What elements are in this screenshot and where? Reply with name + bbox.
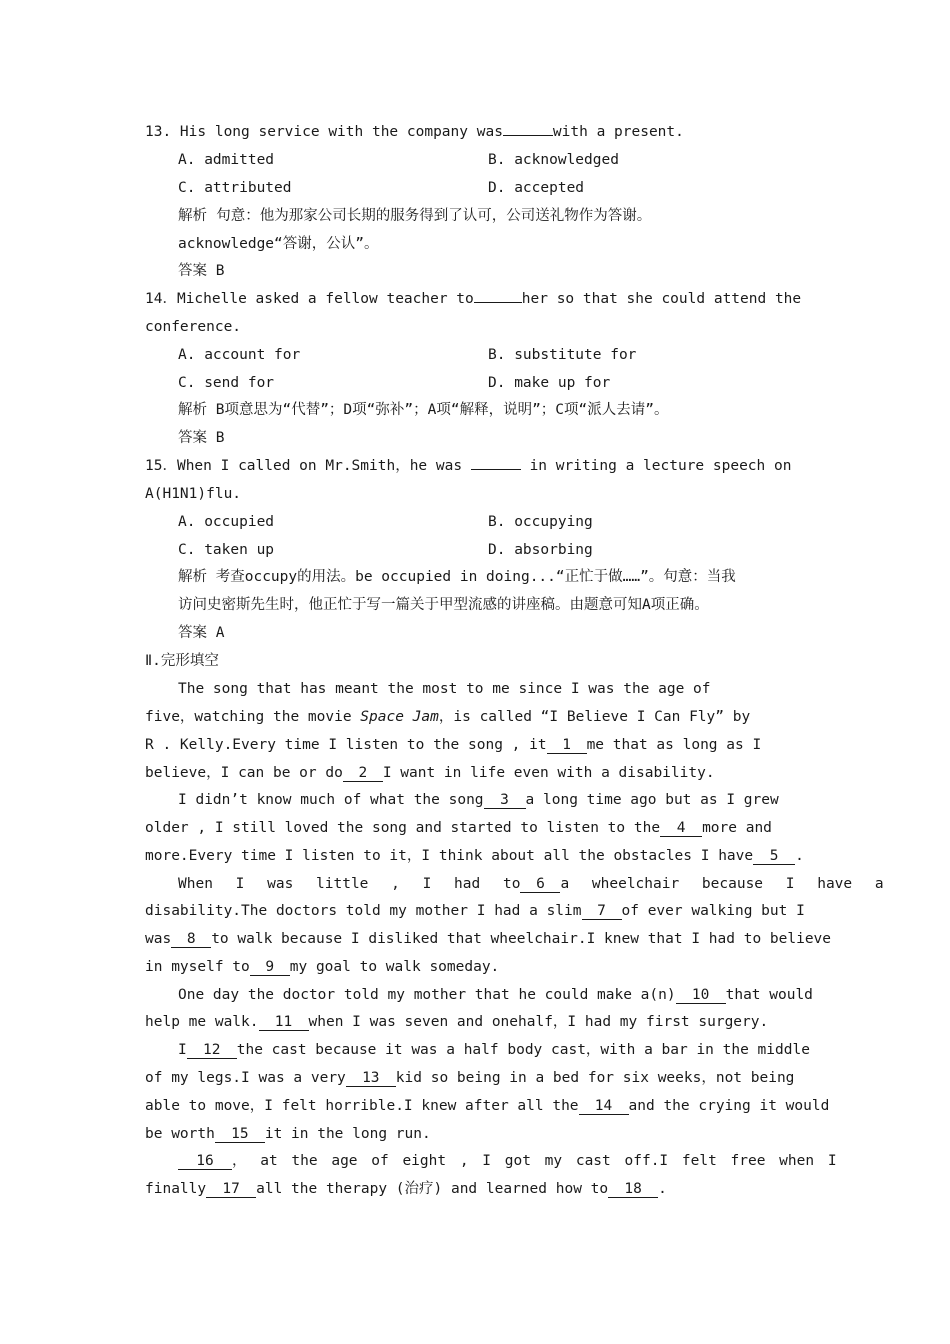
passage-line: finally 17 all the therapy (治疗) and learned how to 18 .	[145, 1181, 667, 1197]
option-b: B. substitute for	[488, 347, 637, 363]
blank	[474, 302, 522, 303]
blank	[471, 469, 521, 470]
option-a: A. occupied	[178, 514, 275, 530]
blank-17: 17	[206, 1181, 256, 1198]
blank-11: 11	[259, 1014, 309, 1031]
question-13-options-row1	[178, 151, 818, 169]
passage-line: more.Every time I listen to it，I think about all the obstacles I have 5 .	[145, 848, 804, 864]
question-14-options-row1	[178, 346, 818, 364]
passage-line: When I was little , I had to 6 a wheelchair because I have a	[178, 876, 884, 892]
question-13-answer: 答案 B	[178, 263, 225, 279]
blank-14: 14	[579, 1098, 629, 1115]
blank-18: 18	[608, 1181, 658, 1198]
question-13-stem: 13. His long service with the company was with a present.	[145, 124, 684, 140]
option-d: D. make up for	[488, 375, 611, 391]
section-title: Ⅱ.完形填空	[145, 653, 219, 669]
passage-line: able to move，I felt horrible.I knew after all the 14 and the crying it would	[145, 1098, 830, 1114]
passage-line: The song that has meant the most to me since I was the age of	[178, 681, 711, 697]
blank-9: 9	[250, 959, 290, 976]
question-15-options-row1	[178, 513, 818, 531]
question-15-analysis-cont: 访问史密斯先生时，他正忙于写一篇关于甲型流感的讲座稿。由题意可知A项正确。	[178, 597, 709, 613]
blank-13: 13	[346, 1070, 396, 1087]
passage-line: in myself to 9 my goal to walk someday.	[145, 959, 500, 975]
passage-line: disability.The doctors told my mother I had a slim 7 of ever walking but I	[145, 903, 805, 919]
blank-16: 16	[178, 1153, 232, 1170]
option-b: B. acknowledged	[488, 152, 619, 168]
option-c: C. taken up	[178, 542, 275, 558]
question-15-analysis: 解析 考查occupy的用法。be occupied in doing...“正忙于做……”。句意：当我	[178, 569, 736, 585]
passage-line: was 8 to walk because I disliked that wheelchair.I knew that I had to believe	[145, 931, 832, 947]
question-14-options-row2	[178, 374, 818, 392]
blank-8: 8	[171, 931, 211, 948]
blank-7: 7	[582, 903, 622, 920]
passage-line: five，watching the movie Space Jam，is called “I Believe I Can Fly” by	[145, 709, 751, 725]
passage-line: of my legs.I was a very 13 kid so being in a bed for six weeks，not being	[145, 1070, 795, 1086]
passage-line: I didn’t know much of what the song 3 a long time ago but as I grew	[178, 792, 779, 808]
passage-line: One day the doctor told my mother that he could make a(n) 10 that would	[178, 987, 813, 1003]
blank-5: 5	[753, 848, 795, 865]
blank-15: 15	[215, 1126, 265, 1143]
option-c: C. attributed	[178, 180, 292, 196]
question-15-stem-cont: A(H1N1)flu.	[145, 486, 242, 502]
question-15-answer: 答案 A	[178, 625, 225, 641]
blank-4: 4	[660, 820, 702, 837]
blank-6: 6	[520, 876, 560, 893]
question-14-stem-cont: conference.	[145, 319, 242, 335]
question-14-analysis: 解析 B项意思为“代替”；D项“弥补”；A项“解释，说明”；C项“派人去请”。	[178, 402, 669, 418]
option-d: D. absorbing	[488, 542, 593, 558]
option-a: A. admitted	[178, 152, 275, 168]
question-13-analysis-cont: acknowledge“答谢，公认”。	[178, 236, 379, 252]
question-14-stem: 14．Michelle asked a fellow teacher to her so that she could attend the	[145, 291, 802, 307]
question-14-answer: 答案 B	[178, 430, 225, 446]
passage-line: I 12 the cast because it was a half body cast，with a bar in the middle	[178, 1042, 810, 1058]
passage-line: be worth 15 it in the long run.	[145, 1126, 431, 1142]
passage-line: believe，I can be or do 2 I want in life even with a disability.	[145, 765, 715, 781]
passage-line: R . Kelly.Every time I listen to the song , it 1 me that as long as I	[145, 737, 762, 753]
blank-1: 1	[547, 737, 587, 754]
passage-line: help me walk. 11 when I was seven and onehalf，I had my first surgery.	[145, 1014, 769, 1030]
passage-line: older , I still loved the song and started to listen to the 4 more and	[145, 820, 772, 836]
question-13-analysis: 解析 句意：他为那家公司长期的服务得到了认可，公司送礼物作为答谢。	[178, 208, 652, 224]
movie-title: Space Jam	[360, 709, 439, 725]
blank-2: 2	[343, 765, 383, 782]
blank-12: 12	[187, 1042, 237, 1059]
question-15-stem: 15．When I called on Mr.Smith，he was in writing a lecture speech on	[145, 458, 792, 474]
question-15-options-row2	[178, 541, 818, 559]
option-a: A. account for	[178, 347, 301, 363]
blank-10: 10	[676, 987, 726, 1004]
blank-3: 3	[484, 792, 526, 809]
question-13-options-row2	[178, 179, 818, 197]
option-c: C. send for	[178, 375, 275, 391]
option-d: D. accepted	[488, 180, 585, 196]
blank	[503, 135, 553, 136]
option-b: B. occupying	[488, 514, 593, 530]
passage-line: 16 ， at the age of eight , I got my cast off.I felt free when I	[178, 1152, 837, 1170]
